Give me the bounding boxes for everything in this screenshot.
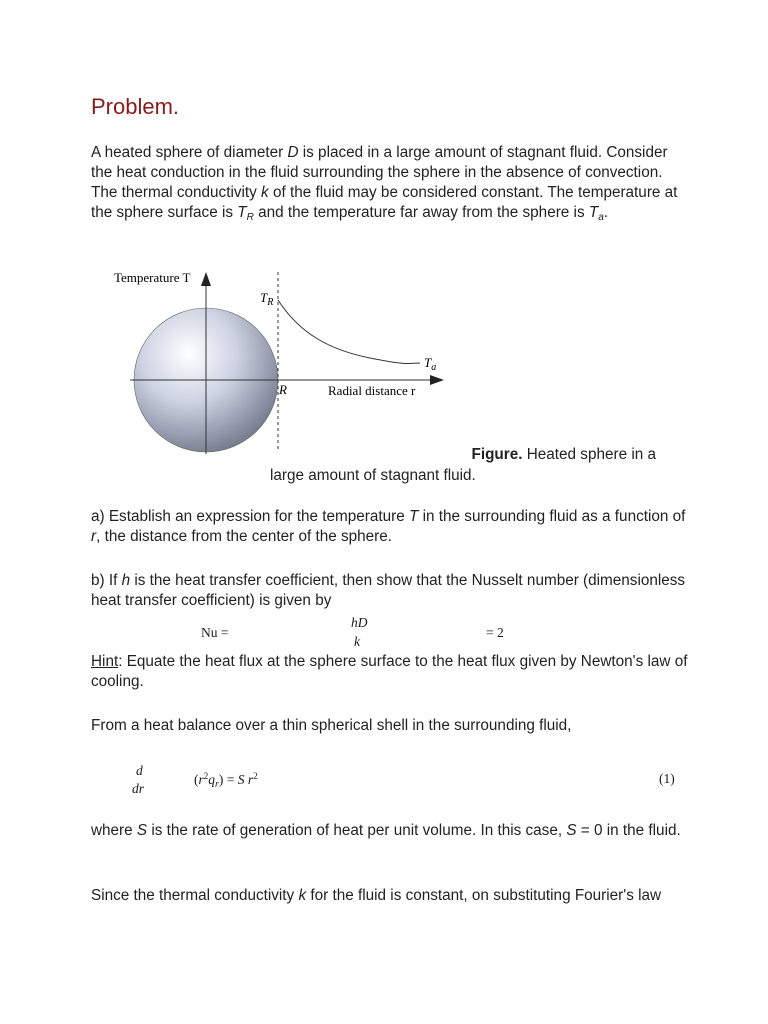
ta-label: $T_a$	[424, 355, 437, 373]
nusselt-equation: Nu = hD k = 2	[201, 615, 504, 649]
figure-caption: Figure. Heated sphere in a large amount of stagnant fluid.	[270, 446, 656, 484]
equation-1: d dr $(r^2q_r) = S$ $r^2$ (1)	[132, 763, 675, 796]
tr-label: $T_R$	[260, 290, 274, 308]
problem-statement: A heated sphere of diameter D is placed in a large amount of stagnant fluid. Consider the heat conduction in the fluid surrounding the sphere in the absence of convection. The thermal conductivity k of the fluid may be considered constant. The temperature at the sphere surface is $T_R$ and the temperature far away from the sphere is $T_a$.	[91, 144, 678, 223]
y-axis-arrow	[201, 272, 211, 286]
heat-balance-text: From a heat balance over a thin spherical shell in the surrounding fluid,	[91, 717, 572, 734]
part-b: b) If h is the heat transfer coefficient, then show that the Nusselt number (dimensionless heat transfer coefficient) is given by	[91, 572, 686, 609]
r-label: R	[279, 382, 287, 397]
x-axis-arrow	[430, 375, 444, 385]
equation-number: (1)	[659, 771, 675, 786]
page-title: Problem.	[91, 94, 180, 119]
x-axis-label: Radial distance r	[328, 383, 416, 398]
temperature-curve	[278, 300, 420, 364]
where-text: where S is the rate of generation of heat per unit volume. In this case, S = 0 in the fluid.	[91, 822, 681, 839]
y-axis-label: Temperature T	[114, 270, 191, 285]
hint: Hint: Equate the heat flux at the sphere surface to the heat flux given by Newton's law of cooling.	[91, 653, 688, 690]
part-a: a) Establish an expression for the temperature T in the surrounding fluid as a function of r, the distance from the center of the sphere.	[91, 508, 686, 545]
since-text: Since the thermal conductivity k for the fluid is constant, on substituting Fourier's law	[91, 887, 662, 904]
sphere-temperature-figure	[100, 262, 460, 462]
